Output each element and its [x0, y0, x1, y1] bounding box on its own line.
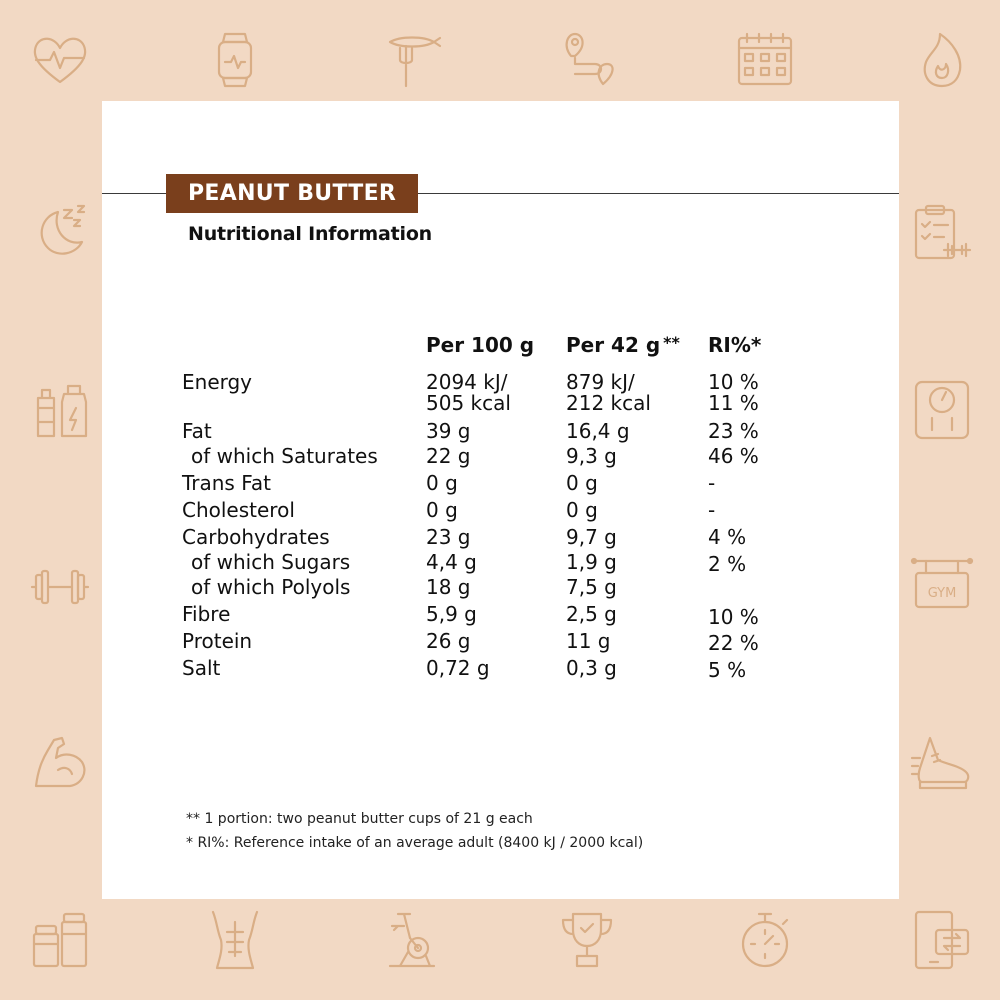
exercise-bike-icon: [380, 908, 444, 972]
energy-per100-kj: 2094 kJ/: [426, 370, 508, 394]
carrot-fork-icon: [380, 28, 444, 92]
row-label-saturates: of which Saturates: [191, 444, 378, 468]
row-label-fat: Fat: [182, 419, 212, 443]
cholesterol-ri: -: [708, 498, 716, 522]
trophy-icon: [555, 908, 619, 972]
gym-sign-icon: [910, 555, 974, 619]
sugars-per100: 4,4 g: [426, 550, 477, 574]
trans-fat-per42: 0 g: [566, 471, 598, 495]
row-label-polyols: of which Polyols: [191, 575, 351, 599]
sleep-moon-icon: [28, 200, 92, 264]
nutrition-panel: [102, 101, 899, 899]
energy-per42-kcal: 212 kcal: [566, 391, 651, 415]
clipboard-dumbbell-icon: [910, 200, 974, 264]
row-label-sugars: of which Sugars: [191, 550, 351, 574]
sugars-per42: 1,9 g: [566, 550, 617, 574]
trans-fat-ri: -: [708, 471, 716, 495]
smartwatch-icon: [203, 28, 267, 92]
salt-ri: 5 %: [708, 658, 747, 682]
row-label-salt: Salt: [182, 656, 221, 680]
saturates-per100: 22 g: [426, 444, 471, 468]
row-label-protein: Protein: [182, 629, 253, 653]
energy-ri-kj: 10 %: [708, 370, 759, 394]
header-per-42g-marker: **: [663, 333, 680, 352]
footnote-ri: * RI%: Reference intake of an average adult (8400 kJ / 2000 kcal): [186, 835, 644, 851]
protein-ri: 22 %: [708, 631, 759, 655]
tablet-exchange-icon: [910, 908, 974, 972]
protein-per100: 26 g: [426, 629, 471, 653]
row-label-carbohydrates: Carbohydrates: [182, 525, 330, 549]
energy-per42-kj: 879 kJ/: [566, 370, 635, 394]
header-per-42g-label: Per 42 g: [566, 333, 661, 357]
svg-text:GYM: GYM: [927, 586, 957, 601]
carbohydrates-per100: 23 g: [426, 525, 471, 549]
fibre-per100: 5,9 g: [426, 602, 477, 626]
heart-pulse-icon: [28, 28, 92, 92]
header-per-100g: Per 100 g: [426, 333, 535, 357]
route-pin-icon: [555, 28, 619, 92]
calendar-icon: [733, 28, 797, 92]
row-label-fibre: Fibre: [182, 602, 231, 626]
row-label-trans-fat: Trans Fat: [182, 471, 271, 495]
saturates-per42: 9,3 g: [566, 444, 617, 468]
abs-torso-icon: [203, 908, 267, 972]
fat-ri: 23 %: [708, 419, 759, 443]
product-name-badge: PEANUT BUTTER: [166, 174, 418, 213]
sugars-ri: 2 %: [708, 552, 747, 576]
cholesterol-per100: 0 g: [426, 498, 458, 522]
energy-ri-kcal: 11 %: [708, 391, 759, 415]
fat-per100: 39 g: [426, 419, 471, 443]
polyols-per100: 18 g: [426, 575, 471, 599]
trans-fat-per100: 0 g: [426, 471, 458, 495]
saturates-ri: 46 %: [708, 444, 759, 468]
page-subtitle: Nutritional Information: [188, 223, 432, 245]
flexed-arm-icon: [28, 730, 92, 794]
fat-per42: 16,4 g: [566, 419, 630, 443]
protein-per42: 11 g: [566, 629, 611, 653]
row-label-energy: Energy: [182, 370, 253, 394]
supplement-jars-icon: [28, 908, 92, 972]
fibre-ri: 10 %: [708, 605, 759, 629]
stopwatch-icon: [733, 908, 797, 972]
header-per-42g: [566, 333, 680, 357]
flame-icon: [910, 28, 974, 92]
polyols-per42: 7,5 g: [566, 575, 617, 599]
carbohydrates-ri: 4 %: [708, 525, 747, 549]
carbohydrates-per42: 9,7 g: [566, 525, 617, 549]
salt-per100: 0,72 g: [426, 656, 490, 680]
scale-icon: [910, 378, 974, 442]
salt-per42: 0,3 g: [566, 656, 617, 680]
fibre-per42: 2,5 g: [566, 602, 617, 626]
footnote-portion: ** 1 portion: two peanut butter cups of 21 g each: [186, 811, 533, 827]
dumbbell-icon: [28, 555, 92, 619]
energy-per100-kcal: 505 kcal: [426, 391, 511, 415]
row-label-cholesterol: Cholesterol: [182, 498, 295, 522]
cholesterol-per42: 0 g: [566, 498, 598, 522]
header-ri: RI%*: [708, 333, 762, 357]
running-shoe-icon: [910, 730, 974, 794]
water-bottles-icon: [28, 378, 92, 442]
